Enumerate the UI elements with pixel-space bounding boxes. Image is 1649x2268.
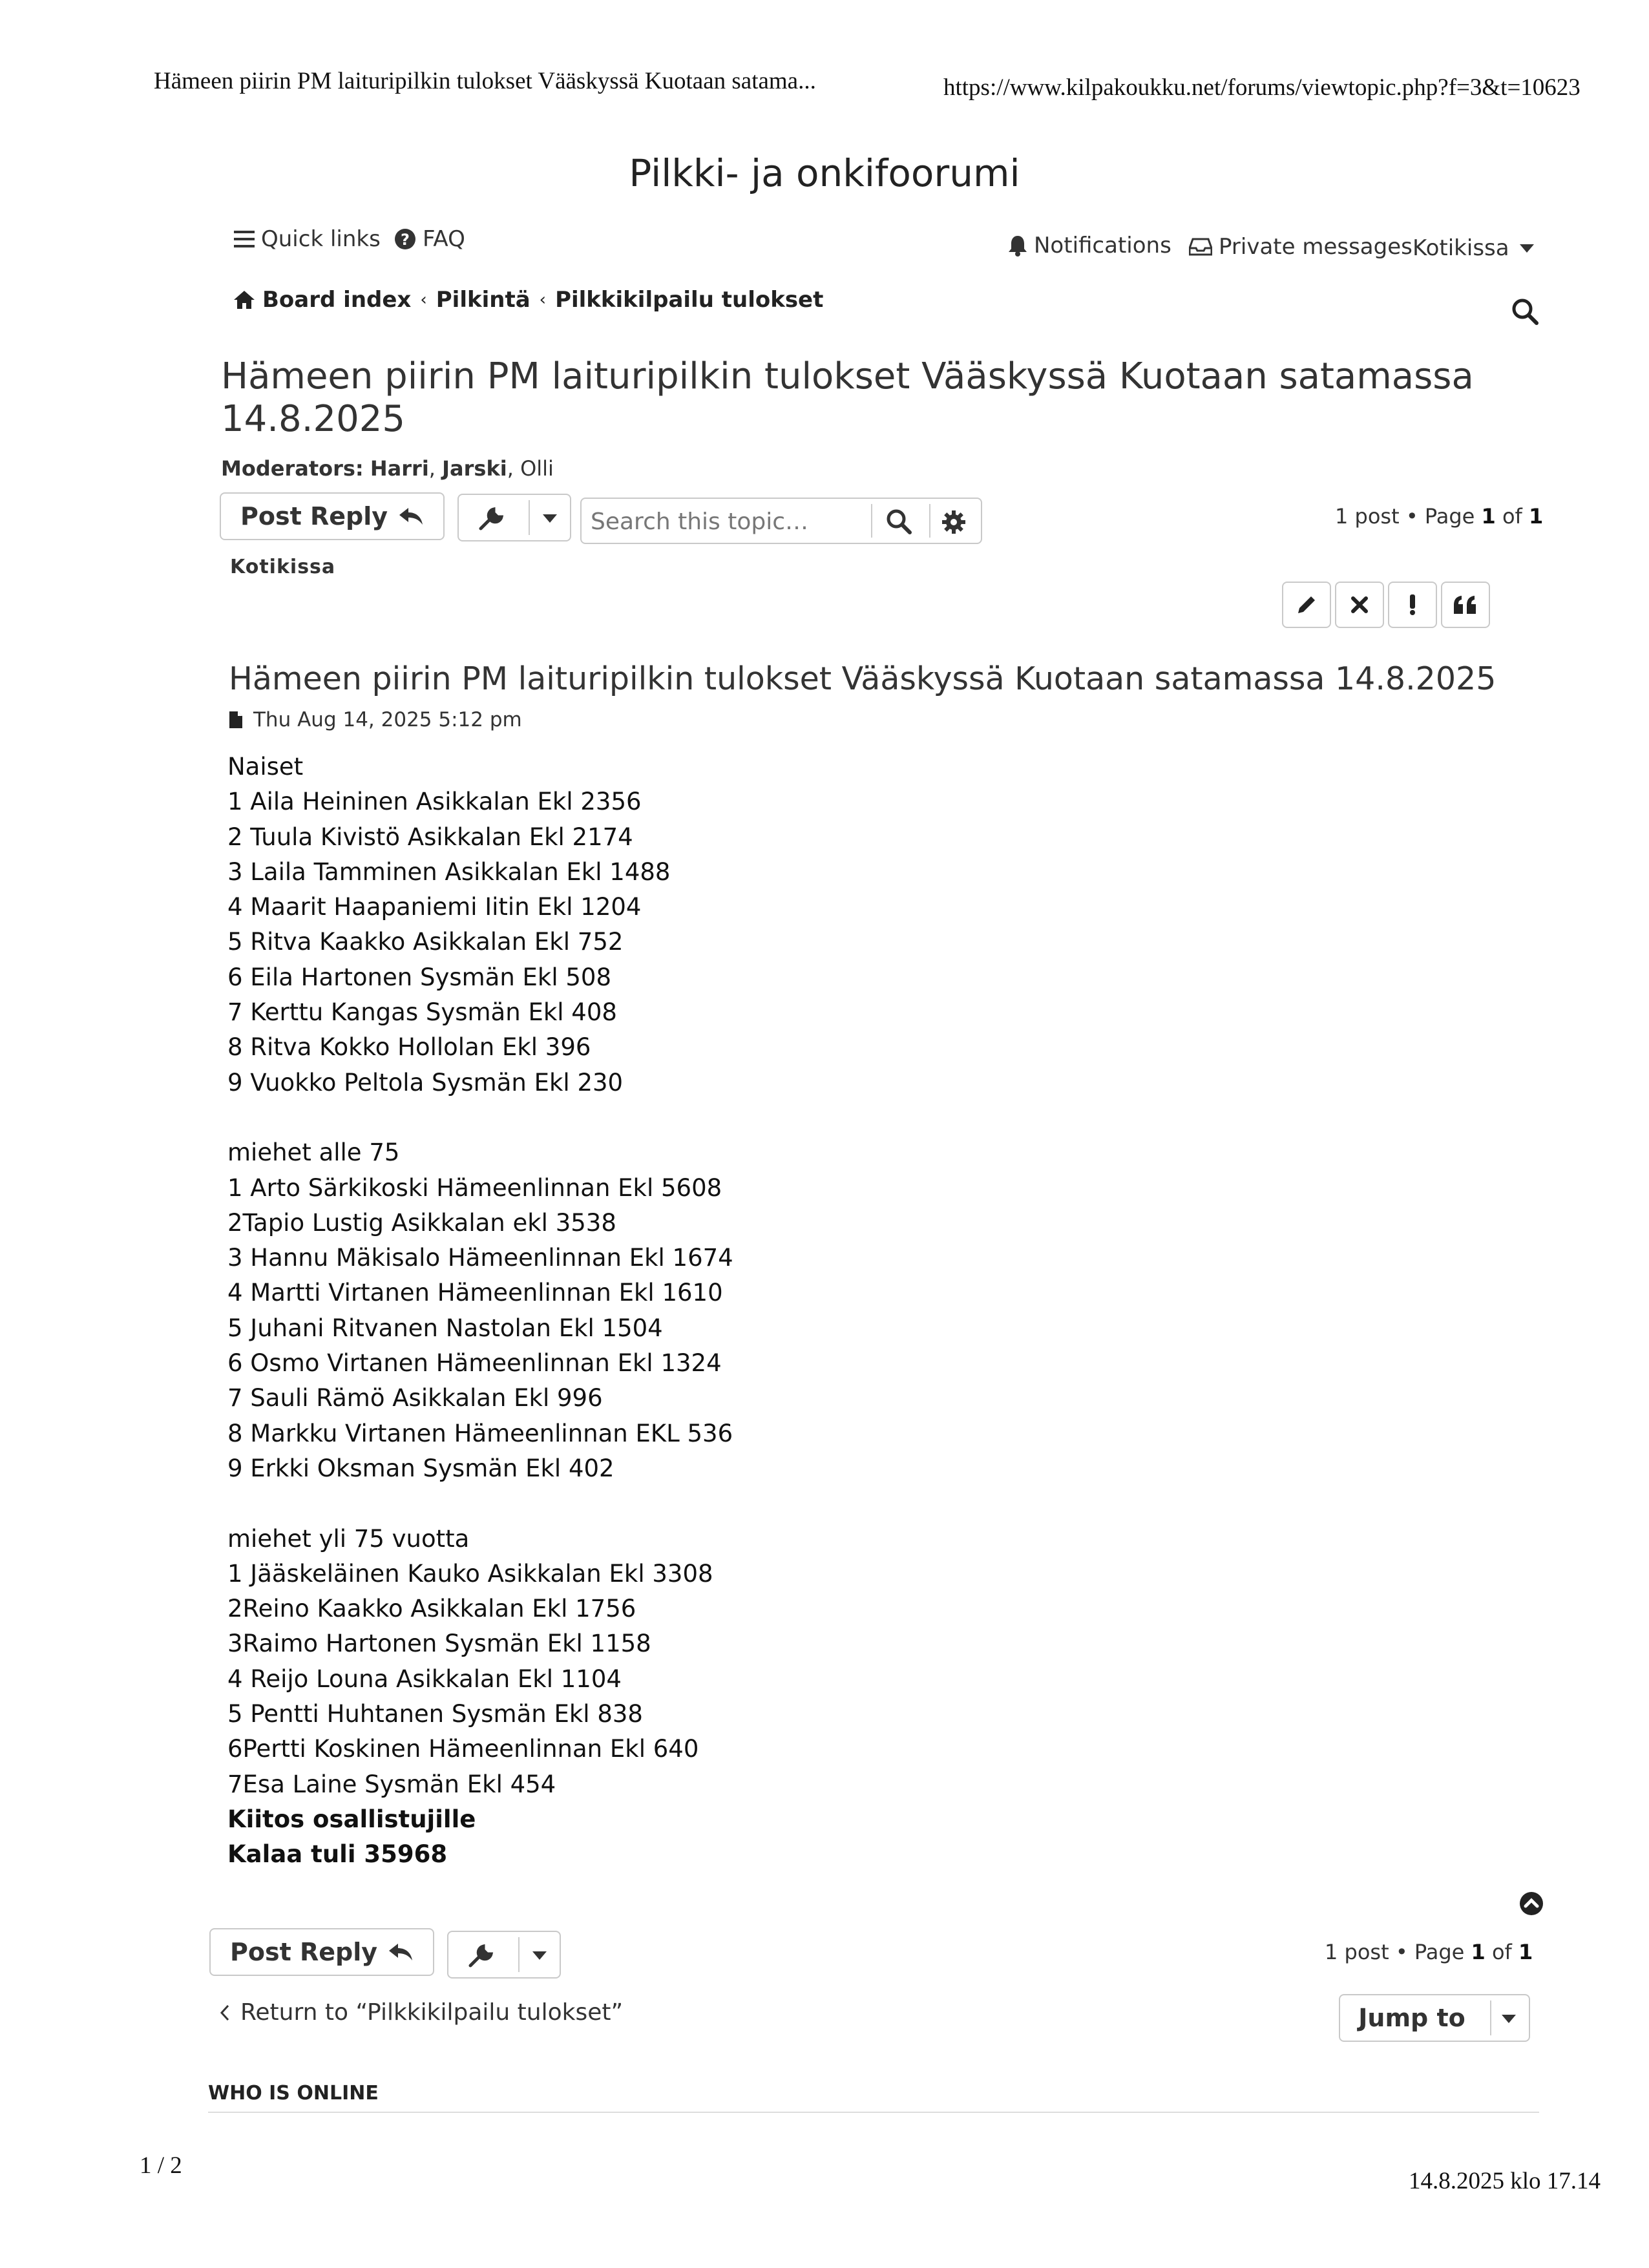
page-of: of — [1502, 504, 1522, 529]
close-icon — [1350, 596, 1369, 614]
pencil-icon — [1296, 594, 1318, 616]
print-header-title: Hämeen piirin PM laituripilkin tulokset Vääskyssä Kuotaan satama... — [154, 68, 816, 94]
post-line: 4 Maarit Haapaniemi Iitin Ekl 1204 — [227, 893, 642, 921]
post-reply-label: Post Reply — [240, 502, 388, 530]
search-icon[interactable] — [885, 508, 912, 535]
button-divider — [529, 500, 530, 535]
moderator-link[interactable]: Olli — [520, 456, 554, 481]
post-reply-button[interactable] — [209, 1928, 434, 1976]
breadcrumb-separator: ‹ — [539, 290, 547, 310]
post-title[interactable]: Hämeen piirin PM laituripilkin tulokset Vääskyssä Kuotaan satamassa 14.8.2025 — [229, 660, 1497, 697]
pagination-top — [1335, 504, 1543, 529]
report-button[interactable] — [1388, 582, 1437, 628]
button-divider — [518, 1937, 520, 1972]
reply-arrow-icon — [388, 1942, 414, 1962]
jump-to-label: Jump to — [1358, 2004, 1465, 2032]
post-line: 5 Juhani Ritvanen Nastolan Ekl 1504 — [227, 1314, 663, 1342]
chevron-down-icon — [532, 1951, 547, 1960]
post-line: 5 Ritva Kaakko Asikkalan Ekl 752 — [227, 928, 624, 956]
bell-icon — [1008, 235, 1027, 257]
who-is-online-heading[interactable]: WHO IS ONLINE — [208, 2082, 379, 2105]
post-line: 2 Tuula Kivistö Asikkalan Ekl 2174 — [227, 823, 633, 851]
home-icon — [233, 289, 256, 310]
post-line: miehet alle 75 — [227, 1139, 400, 1167]
quick-links-menu[interactable] — [234, 226, 381, 252]
page-of: of — [1491, 1940, 1512, 1964]
inbox-icon — [1189, 238, 1212, 256]
post-line: 5 Pentti Huhtanen Sysmän Ekl 838 — [227, 1700, 643, 1728]
topic-search-box — [580, 498, 982, 544]
post-line: 4 Reijo Louna Asikkalan Ekl 1104 — [227, 1664, 622, 1693]
chevron-circle-up-icon[interactable] — [1518, 1891, 1544, 1919]
search-icon[interactable] — [1511, 297, 1539, 328]
search-divider — [929, 504, 930, 538]
navbar — [233, 226, 1557, 265]
moderator-link[interactable]: Harri — [370, 456, 429, 481]
chevron-left-icon — [220, 2004, 230, 2021]
search-divider — [871, 504, 872, 538]
post-reply-label: Post Reply — [230, 1938, 377, 1966]
post-line: miehet yli 75 vuotta — [227, 1524, 470, 1553]
button-divider — [1490, 2000, 1491, 2035]
notifications-label: Notifications — [1034, 233, 1171, 258]
post-line: Naiset — [227, 753, 304, 781]
gear-icon[interactable] — [941, 509, 967, 535]
post-line: 9 Erkki Oksman Sysmän Ekl 402 — [227, 1454, 614, 1482]
print-footer-datetime: 14.8.2025 klo 17.14 — [1409, 2168, 1601, 2194]
page-total: 1 — [1528, 504, 1544, 529]
post-blank-line — [227, 1486, 1455, 1521]
post-line: 1 Aila Heininen Asikkalan Ekl 2356 — [227, 788, 642, 816]
file-icon — [229, 711, 243, 729]
topic-tools-button[interactable] — [457, 494, 571, 541]
post-count: 1 post — [1335, 504, 1400, 529]
post-count: 1 post — [1325, 1940, 1389, 1964]
post-line: 2Tapio Lustig Asikkalan ekl 3538 — [227, 1208, 616, 1237]
post-line: 3Raimo Hartonen Sysmän Ekl 1158 — [227, 1630, 651, 1658]
page-total: 1 — [1518, 1940, 1533, 1964]
print-header-url: https://www.kilpakoukku.net/forums/viewtopic.php?f=3&t=10623 — [943, 74, 1581, 101]
private-messages-label: Private messages — [1219, 234, 1413, 260]
post-line: 9 Vuokko Peltola Sysmän Ekl 230 — [227, 1068, 624, 1097]
post-reply-button[interactable] — [220, 492, 445, 540]
reply-arrow-icon — [398, 507, 424, 526]
quote-button[interactable] — [1441, 582, 1490, 628]
question-circle-icon — [394, 228, 416, 250]
breadcrumb-board-index[interactable]: Board index — [262, 287, 412, 313]
quick-links-label: Quick links — [261, 226, 381, 252]
faq-link[interactable] — [394, 226, 465, 252]
post-line: 1 Jääskeläinen Kauko Asikkalan Ekl 3308 — [227, 1559, 713, 1588]
breadcrumb-separator: ‹ — [420, 290, 427, 310]
edit-button[interactable] — [1282, 582, 1331, 628]
post-line: 3 Laila Tamminen Asikkalan Ekl 1488 — [227, 857, 671, 886]
page-label: Page — [1424, 504, 1475, 529]
post-blank-line — [227, 1100, 1455, 1135]
wrench-icon — [468, 1944, 494, 1968]
post-author[interactable]: Kotikissa — [230, 556, 336, 578]
post-line: 6Pertti Koskinen Hämeenlinnan Ekl 640 — [227, 1735, 699, 1763]
chevron-down-icon — [543, 514, 557, 523]
post-line: 4 Martti Virtanen Hämeenlinnan Ekl 1610 — [227, 1279, 723, 1307]
topic-title[interactable]: Hämeen piirin PM laituripilkin tulokset Vääskyssä Kuotaan satamassa 14.8.2025 — [221, 355, 1474, 440]
faq-label: FAQ — [423, 226, 465, 252]
post-line: 2Reino Kaakko Asikkalan Ekl 1756 — [227, 1595, 636, 1623]
page-current: 1 — [1471, 1940, 1486, 1964]
post-date — [229, 708, 522, 731]
private-messages-link[interactable] — [1189, 234, 1413, 260]
page-current: 1 — [1481, 504, 1496, 529]
post-line: 7 Kerttu Kangas Sysmän Ekl 408 — [227, 998, 617, 1027]
delete-button[interactable] — [1335, 582, 1384, 628]
user-name: Kotikissa — [1413, 235, 1509, 261]
breadcrumb — [233, 287, 823, 313]
hamburger-icon — [234, 229, 255, 249]
divider — [208, 2112, 1539, 2113]
post-line: 1 Arto Särkikoski Hämeenlinnan Ekl 5608 — [227, 1173, 722, 1202]
topic-tools-button[interactable] — [447, 1931, 561, 1979]
post-date-text: Thu Aug 14, 2025 5:12 pm — [253, 708, 522, 731]
breadcrumb-pilkkikilpailu-tulokset[interactable]: Pilkkikilpailu tulokset — [555, 287, 824, 313]
return-link-label: Return to “Pilkkikilpailu tulokset” — [240, 1999, 624, 2026]
wrench-icon — [478, 507, 504, 531]
jump-to-button[interactable] — [1339, 1994, 1530, 2042]
post-line: 3 Hannu Mäkisalo Hämeenlinnan Ekl 1674 — [227, 1244, 733, 1272]
post-line: 8 Markku Virtanen Hämeenlinnan EKL 536 — [227, 1419, 733, 1447]
moderators-label: Moderators: — [221, 456, 364, 481]
site-title[interactable]: Pilkki- ja onkifoorumi — [629, 151, 1020, 195]
chevron-down-icon — [1520, 244, 1534, 253]
quote-icon — [1453, 594, 1478, 615]
moderator-link[interactable]: Jarski — [442, 456, 507, 481]
pagination-bullet: • — [1395, 1940, 1408, 1964]
pagination-bottom — [1325, 1940, 1533, 1964]
pagination-bullet: • — [1405, 504, 1418, 529]
notifications-link[interactable] — [1008, 233, 1171, 258]
post-buttons — [1282, 582, 1490, 628]
post-line: 8 Ritva Kokko Hollolan Ekl 396 — [227, 1033, 591, 1062]
post-line: 6 Eila Hartonen Sysmän Ekl 508 — [227, 963, 612, 991]
print-footer-page: 1 / 2 — [140, 2152, 182, 2179]
svg-text:?: ? — [401, 231, 410, 249]
post-line: 7Esa Laine Sysmän Ekl 454 — [227, 1770, 556, 1798]
exclamation-icon — [1408, 594, 1417, 616]
breadcrumb-pilkinta[interactable]: Pilkintä — [436, 287, 530, 313]
post-content — [227, 750, 1455, 1873]
moderators: Moderators: Harri, Jarski, Olli — [221, 456, 554, 481]
post-line: 7 Sauli Rämö Asikkalan Ekl 996 — [227, 1384, 603, 1412]
post-line-bold: Kiitos osallistujille — [227, 1805, 476, 1833]
user-menu[interactable] — [1413, 235, 1534, 261]
post-line: 6 Osmo Virtanen Hämeenlinnan Ekl 1324 — [227, 1349, 722, 1378]
page-label: Page — [1414, 1940, 1465, 1964]
chevron-down-icon — [1502, 2015, 1516, 2023]
post-line-bold: Kalaa tuli 35968 — [227, 1840, 448, 1869]
return-to-forum-link[interactable] — [220, 1999, 623, 2026]
search-input[interactable] — [589, 504, 870, 539]
